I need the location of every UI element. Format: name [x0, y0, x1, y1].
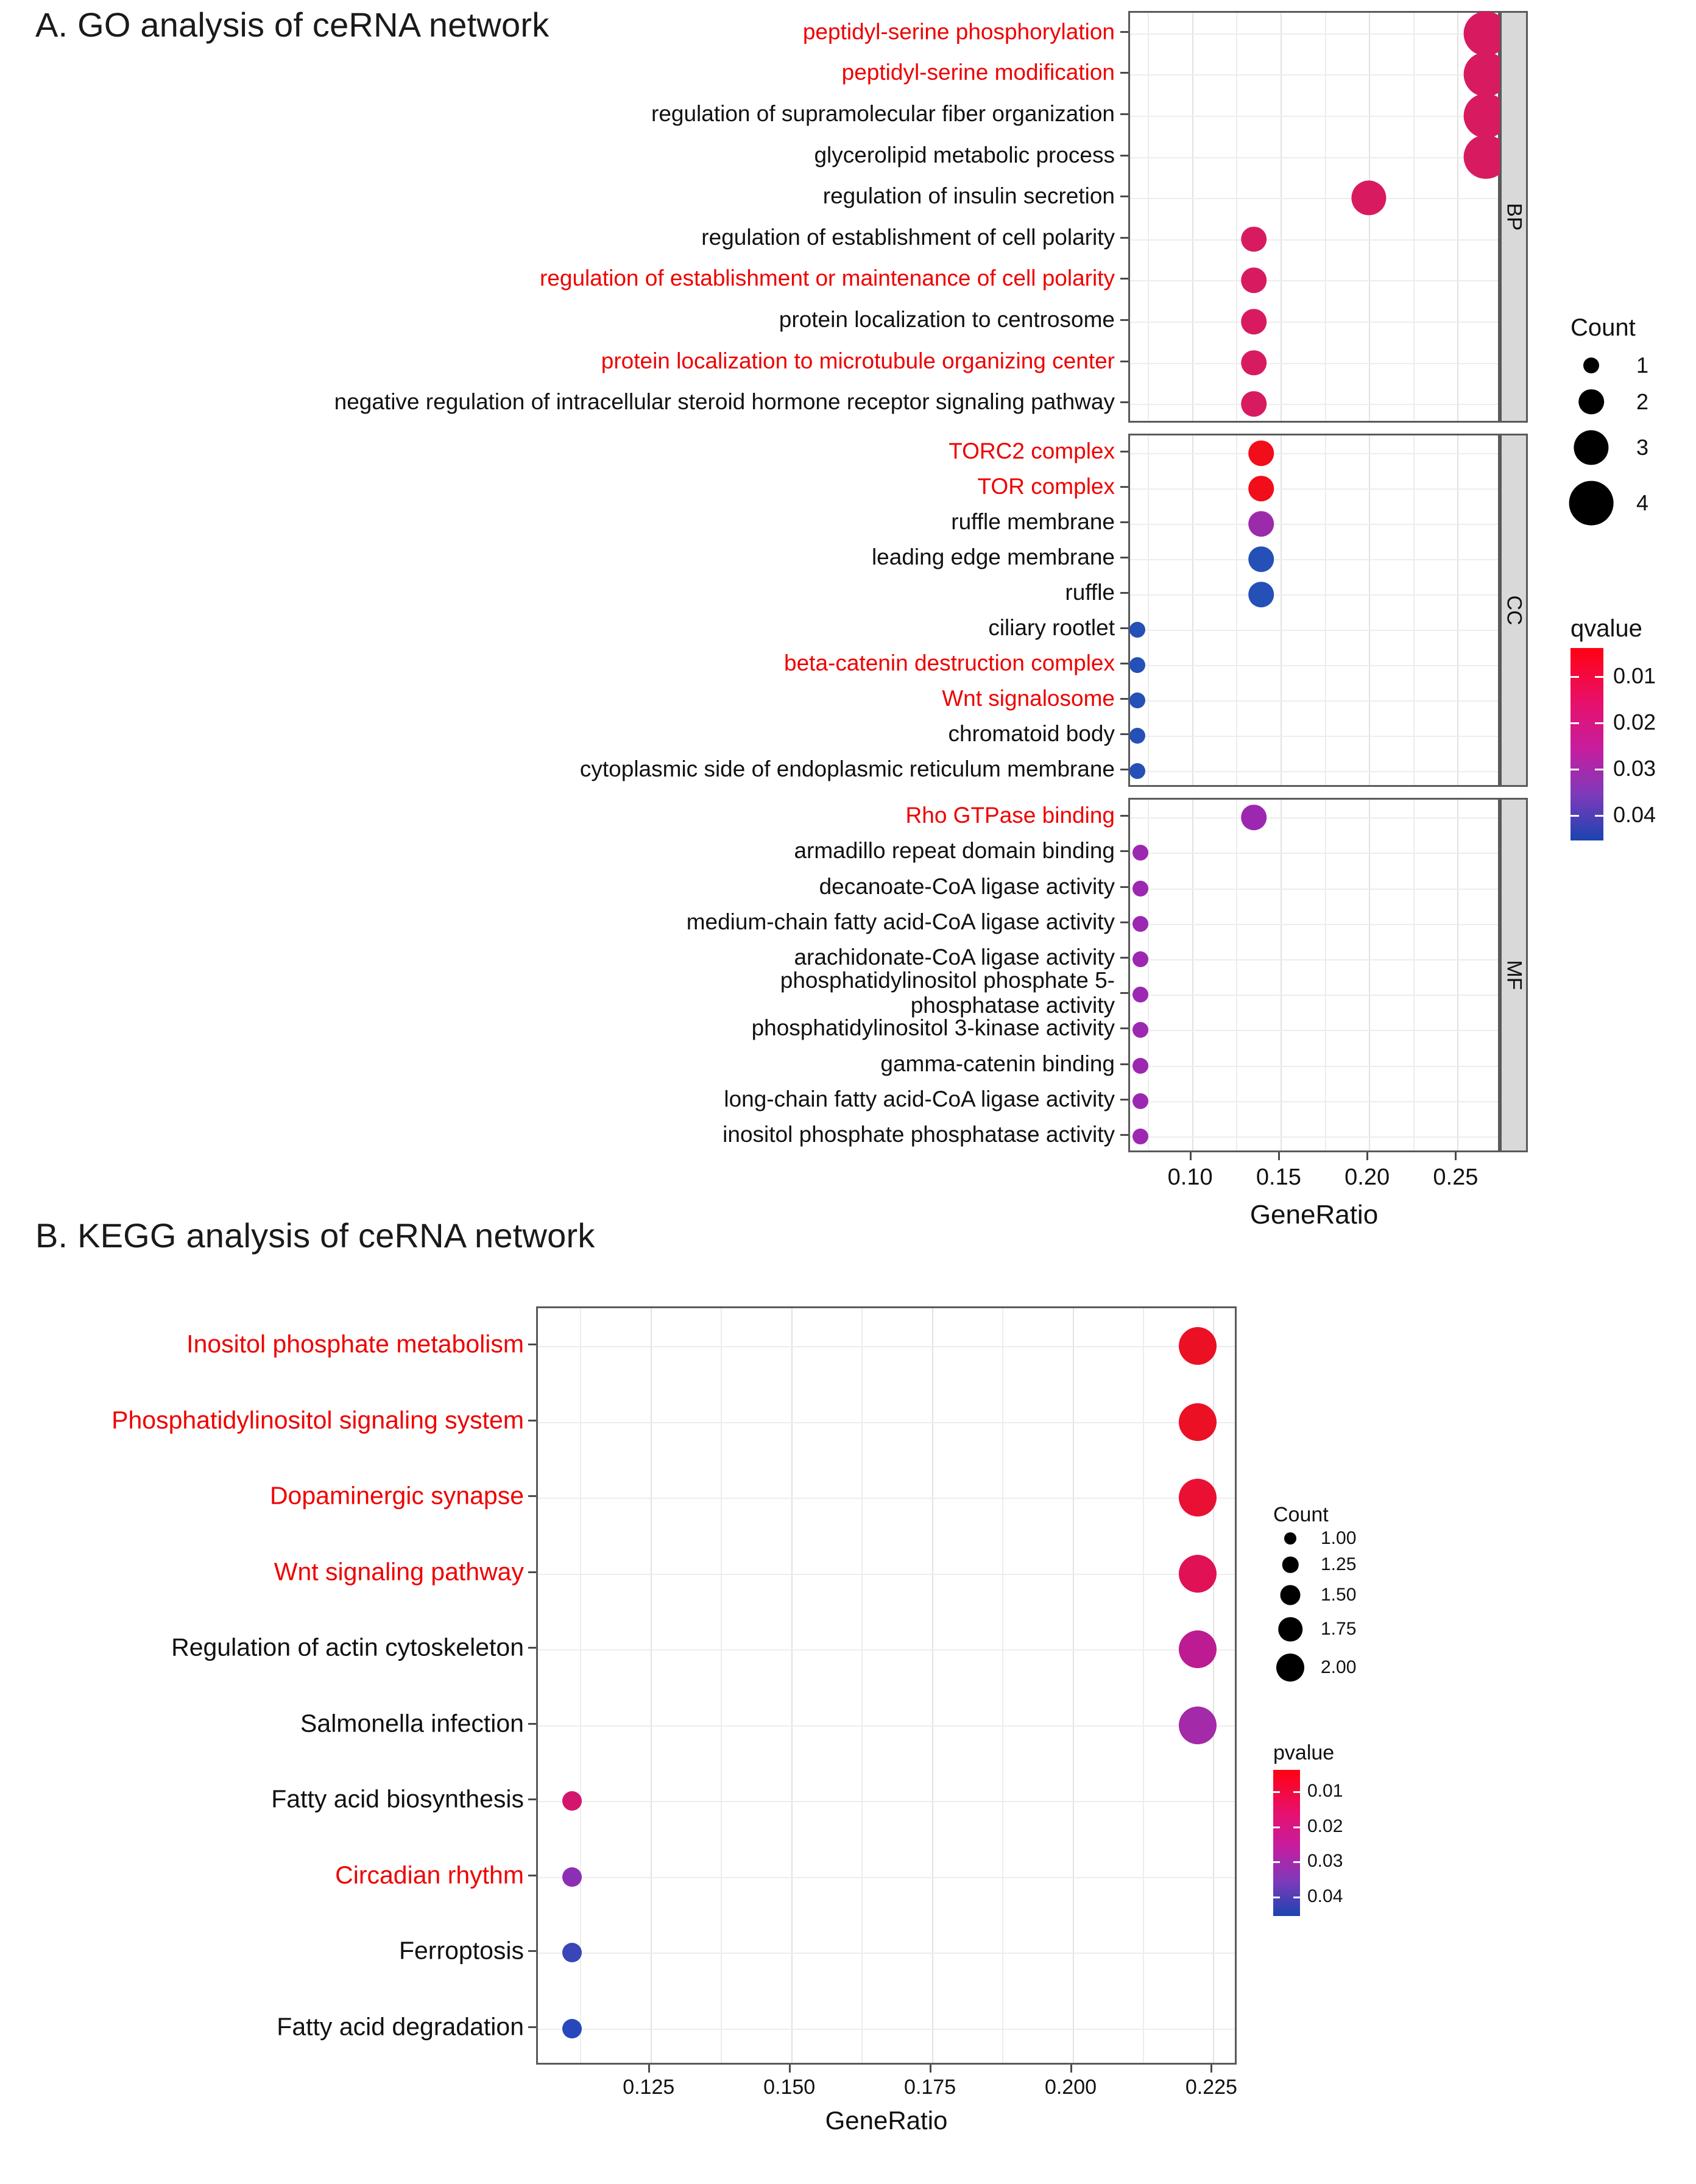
- kegg-term-label: Regulation of actin cytoskeleton: [171, 1633, 524, 1661]
- y-tick: [1120, 733, 1128, 735]
- go-dot: [1248, 440, 1274, 466]
- kegg-pvalue-tick: [1293, 1861, 1300, 1863]
- go-qvalue-tick: [1595, 722, 1603, 724]
- go-dot: [1129, 728, 1145, 744]
- go-term-label: TORC2 complex: [949, 439, 1115, 463]
- gridline-horizontal: [1130, 959, 1498, 960]
- y-tick: [1120, 992, 1128, 994]
- y-tick: [1120, 815, 1128, 817]
- go-dot: [1132, 881, 1148, 896]
- gridline-horizontal: [1130, 594, 1498, 596]
- gridline-horizontal: [1130, 157, 1498, 158]
- kegg-pvalue-tick: [1273, 1791, 1280, 1793]
- go-qvalue-tick: [1595, 815, 1603, 817]
- x-tick-label: 0.20: [1344, 1164, 1390, 1190]
- go-term-label: ciliary rootlet: [988, 615, 1115, 640]
- go-term-label: ruffle: [1065, 580, 1115, 605]
- kegg-count-legend-title: Count: [1273, 1503, 1329, 1526]
- gridline-horizontal: [1130, 239, 1498, 241]
- gridline-horizontal: [1130, 559, 1498, 560]
- kegg-term-label: Salmonella infection: [300, 1709, 524, 1738]
- gridline-horizontal: [538, 1953, 1235, 1954]
- go-dot: [1242, 268, 1267, 294]
- kegg-dot: [562, 1791, 582, 1811]
- go-count-legend-title: Count: [1571, 314, 1636, 341]
- go-term-label: TOR complex: [977, 474, 1115, 499]
- go-term-label: Rho GTPase binding: [905, 803, 1115, 828]
- kegg-dot: [1179, 1403, 1217, 1441]
- go-dot: [1132, 1058, 1148, 1074]
- go-strip-label: MF: [1502, 960, 1526, 990]
- go-dot: [1132, 987, 1148, 1002]
- panel-b-title: B. KEGG analysis of ceRNA network: [35, 1216, 595, 1255]
- kegg-count-legend-label: 1.50: [1321, 1585, 1357, 1605]
- go-term-label: inositol phosphate phosphatase activity: [723, 1121, 1115, 1147]
- gridline-horizontal: [1130, 524, 1498, 525]
- kegg-x-tick: [789, 2065, 791, 2073]
- go-term-label: cytoplasmic side of endoplasmic reticulum membrane: [579, 756, 1115, 781]
- gridline-horizontal: [538, 1498, 1235, 1499]
- y-tick: [1120, 957, 1128, 959]
- go-dot: [1352, 181, 1387, 216]
- go-count-legend-label: 4: [1636, 490, 1649, 516]
- kegg-term-label: Fatty acid biosynthesis: [271, 1784, 524, 1813]
- kegg-y-tick: [528, 1798, 536, 1800]
- kegg-dot: [562, 1867, 582, 1887]
- gridline-horizontal: [1130, 1030, 1498, 1031]
- go-term-label: leading edge membrane: [871, 544, 1115, 569]
- kegg-x-tick-label: 0.200: [1044, 2076, 1097, 2099]
- y-tick: [1120, 592, 1128, 594]
- go-count-legend-dot: [1569, 481, 1614, 526]
- kegg-x-tick-label: 0.225: [1185, 2076, 1237, 2099]
- go-strip-label: BP: [1502, 203, 1526, 231]
- kegg-y-tick: [528, 1571, 536, 1573]
- go-term-label: peptidyl-serine modification: [841, 60, 1115, 85]
- gridline-horizontal: [1130, 116, 1498, 117]
- go-count-legend-label: 3: [1636, 435, 1649, 460]
- kegg-plot-area: [536, 1306, 1237, 2065]
- gridline-horizontal: [538, 1649, 1235, 1650]
- go-dot: [1129, 657, 1145, 673]
- go-dot: [1129, 692, 1145, 708]
- gridline-horizontal: [1130, 889, 1498, 890]
- x-tick-label: 0.15: [1256, 1164, 1301, 1190]
- y-tick: [1120, 1099, 1128, 1101]
- y-tick: [1120, 1027, 1128, 1029]
- kegg-dot: [562, 1943, 582, 1962]
- kegg-x-tick: [1210, 2065, 1212, 2073]
- kegg-x-tick: [1070, 2065, 1072, 2073]
- y-tick: [1120, 31, 1128, 33]
- kegg-pvalue-tick: [1273, 1861, 1280, 1863]
- y-tick: [1120, 451, 1128, 453]
- go-term-label: decanoate-CoA ligase activity: [819, 873, 1115, 899]
- go-term-label: chromatoid body: [948, 721, 1115, 746]
- kegg-term-label: Phosphatidylinositol signaling system: [111, 1406, 524, 1434]
- go-term-label: peptidyl-serine phosphorylation: [802, 19, 1115, 44]
- kegg-x-tick: [648, 2065, 650, 2073]
- go-qvalue-label: 0.03: [1613, 755, 1656, 781]
- go-qvalue-tick: [1595, 769, 1603, 770]
- go-term-label: beta-catenin destruction complex: [784, 650, 1115, 675]
- go-dot: [1132, 916, 1148, 932]
- kegg-dot: [1179, 1327, 1217, 1365]
- go-dot: [1132, 1022, 1148, 1038]
- x-tick-label: 0.10: [1167, 1164, 1213, 1190]
- y-tick: [1120, 401, 1128, 403]
- go-qvalue-label: 0.04: [1613, 802, 1656, 828]
- kegg-pvalue-tick: [1293, 1826, 1300, 1828]
- go-facet-mf: [1128, 798, 1500, 1152]
- gridline-horizontal: [1130, 995, 1498, 996]
- y-tick: [1120, 850, 1128, 852]
- go-count-legend-label: 2: [1636, 389, 1649, 414]
- kegg-pvalue-tick: [1293, 1791, 1300, 1793]
- gridline-horizontal: [1130, 736, 1498, 737]
- x-tick: [1190, 1152, 1192, 1160]
- gridline-horizontal: [538, 1422, 1235, 1423]
- kegg-dot: [1179, 1479, 1217, 1516]
- kegg-analysis-panel: [0, 1212, 1696, 2184]
- kegg-y-tick: [528, 1950, 536, 1952]
- go-qvalue-tick: [1571, 769, 1579, 770]
- gridline-horizontal: [538, 1877, 1235, 1878]
- kegg-count-legend-label: 1.00: [1321, 1528, 1357, 1548]
- go-dot: [1132, 951, 1148, 967]
- gridline-horizontal: [1130, 280, 1498, 281]
- gridline-horizontal: [1130, 853, 1498, 854]
- go-qvalue-tick: [1571, 676, 1579, 678]
- kegg-y-tick: [528, 1723, 536, 1725]
- kegg-pvalue-tick: [1273, 1897, 1280, 1898]
- gridline-horizontal: [1130, 924, 1498, 925]
- go-term-label: regulation of establishment or maintenance of cell polarity: [539, 266, 1115, 291]
- kegg-count-legend-dot: [1282, 1557, 1299, 1573]
- go-strip-bp: [1500, 11, 1528, 423]
- y-tick: [1120, 196, 1128, 197]
- x-tick: [1455, 1152, 1457, 1160]
- kegg-count-legend-label: 1.25: [1321, 1554, 1357, 1575]
- y-tick: [1120, 113, 1128, 115]
- kegg-term-label: Dopaminergic synapse: [269, 1481, 524, 1510]
- kegg-y-tick: [528, 1647, 536, 1649]
- gridline-horizontal: [1130, 771, 1498, 772]
- go-term-label: gamma-catenin binding: [880, 1051, 1115, 1076]
- gridline-horizontal: [1130, 33, 1498, 35]
- go-qvalue-legend-title: qvalue: [1571, 615, 1642, 642]
- gridline-horizontal: [1130, 322, 1498, 323]
- kegg-pvalue-tick: [1293, 1897, 1300, 1898]
- y-tick: [1120, 627, 1128, 629]
- gridline-horizontal: [538, 1801, 1235, 1802]
- kegg-pvalue-label: 0.03: [1307, 1851, 1343, 1872]
- gridline-horizontal: [1130, 630, 1498, 631]
- kegg-count-legend-dot: [1281, 1585, 1301, 1605]
- kegg-x-tick-label: 0.125: [623, 2076, 675, 2099]
- go-term-label: regulation of establishment of cell polarity: [701, 224, 1115, 250]
- go-term-label: glycerolipid metabolic process: [814, 142, 1115, 167]
- kegg-count-legend-label: 2.00: [1321, 1657, 1357, 1677]
- kegg-y-tick: [528, 1495, 536, 1497]
- gridline-horizontal: [1130, 665, 1498, 666]
- y-tick: [1120, 319, 1128, 321]
- go-qvalue-label: 0.01: [1613, 663, 1656, 688]
- go-count-legend-label: 1: [1636, 353, 1649, 378]
- go-dot: [1248, 511, 1274, 537]
- kegg-count-legend-dot: [1278, 1618, 1302, 1642]
- go-dot: [1248, 582, 1274, 607]
- go-strip-mf: [1500, 798, 1528, 1152]
- go-dot: [1242, 350, 1267, 376]
- gridline-horizontal: [1130, 488, 1498, 490]
- y-tick: [1120, 698, 1128, 700]
- go-dot: [1129, 763, 1145, 779]
- y-tick: [1120, 521, 1128, 523]
- go-term-label: ruffle membrane: [951, 509, 1115, 534]
- kegg-term-label: Wnt signaling pathway: [274, 1557, 524, 1586]
- go-dot: [1132, 845, 1148, 861]
- go-count-legend-dot: [1574, 431, 1608, 465]
- gridline-horizontal: [1130, 1066, 1498, 1067]
- kegg-term-label: Fatty acid degradation: [277, 2012, 524, 2041]
- go-term-label: Wnt signalosome: [942, 686, 1115, 711]
- go-facet-cc: [1128, 434, 1500, 787]
- gridline-horizontal: [538, 1346, 1235, 1347]
- kegg-pvalue-tick: [1273, 1826, 1280, 1828]
- kegg-y-tick: [528, 1875, 536, 1876]
- kegg-term-label: Ferroptosis: [398, 1936, 524, 1965]
- go-strip-cc: [1500, 434, 1528, 787]
- go-count-legend-dot: [1583, 358, 1599, 373]
- panel-a-title: A. GO analysis of ceRNA network: [35, 5, 549, 44]
- y-tick: [1120, 1063, 1128, 1065]
- go-qvalue-label: 0.02: [1613, 709, 1656, 734]
- kegg-pvalue-legend-title: pvalue: [1273, 1741, 1335, 1764]
- kegg-term-label: Circadian rhythm: [335, 1861, 524, 1889]
- y-tick: [1120, 237, 1128, 239]
- gridline-horizontal: [1130, 198, 1498, 199]
- go-qvalue-tick: [1571, 722, 1579, 724]
- y-tick: [1120, 769, 1128, 770]
- kegg-y-tick: [528, 2026, 536, 2028]
- kegg-count-legend-dot: [1276, 1654, 1304, 1682]
- gridline-horizontal: [1130, 404, 1498, 405]
- gridline-horizontal: [1130, 74, 1498, 76]
- x-tick: [1366, 1152, 1368, 1160]
- go-term-label: arachidonate-CoA ligase activity: [794, 944, 1115, 970]
- go-term-label: negative regulation of intracellular steroid hormone receptor signaling pathway: [334, 389, 1115, 415]
- go-qvalue-tick: [1571, 815, 1579, 817]
- go-dot: [1242, 805, 1267, 830]
- go-term-label: protein localization to centrosome: [779, 307, 1115, 332]
- go-count-legend-dot: [1578, 389, 1604, 415]
- y-tick: [1120, 557, 1128, 558]
- y-tick: [1120, 486, 1128, 488]
- y-tick: [1120, 1134, 1128, 1136]
- go-dot: [1248, 546, 1274, 572]
- x-tick-label: 0.25: [1433, 1164, 1479, 1190]
- go-term-label: protein localization to microtubule organizing center: [601, 348, 1115, 373]
- go-term-label: long-chain fatty acid-CoA ligase activity: [724, 1086, 1115, 1111]
- kegg-pvalue-label: 0.01: [1307, 1780, 1343, 1801]
- gridline-horizontal: [1130, 453, 1498, 454]
- gridline-horizontal: [538, 2029, 1235, 2030]
- go-dot: [1129, 622, 1145, 638]
- go-dot: [1132, 1093, 1148, 1109]
- y-tick: [1120, 361, 1128, 362]
- gridline-horizontal: [538, 1725, 1235, 1727]
- gridline-horizontal: [1130, 1101, 1498, 1102]
- gridline-horizontal: [1130, 1136, 1498, 1138]
- go-term-label: regulation of supramolecular fiber organization: [651, 101, 1115, 126]
- kegg-count-legend-label: 1.75: [1321, 1619, 1357, 1640]
- kegg-y-tick: [528, 1344, 536, 1345]
- go-x-axis-title: GeneRatio: [1249, 1200, 1379, 1230]
- go-term-label: armadillo repeat domain binding: [794, 838, 1115, 864]
- go-dot: [1132, 1129, 1148, 1144]
- go-facet-bp: [1128, 11, 1500, 423]
- go-term-label: medium-chain fatty acid-CoA ligase activity: [686, 909, 1115, 934]
- kegg-pvalue-label: 0.04: [1307, 1886, 1343, 1907]
- kegg-dot: [562, 2019, 582, 2038]
- go-strip-label: CC: [1502, 595, 1526, 625]
- kegg-pvalue-label: 0.02: [1307, 1816, 1343, 1836]
- go-dot: [1242, 309, 1267, 334]
- go-qvalue-tick: [1595, 676, 1603, 678]
- kegg-dot: [1179, 1555, 1217, 1593]
- kegg-term-label: Inositol phosphate metabolism: [186, 1330, 524, 1358]
- go-term-label: regulation of insulin secretion: [822, 183, 1115, 209]
- x-tick: [1278, 1152, 1280, 1160]
- y-tick: [1120, 72, 1128, 74]
- go-dot: [1242, 391, 1267, 417]
- go-dot: [1242, 227, 1267, 252]
- gridline-horizontal: [1130, 363, 1498, 364]
- kegg-x-tick-label: 0.150: [763, 2076, 816, 2099]
- go-term-label: phosphatidylinositol phosphate 5-phosphatase activity: [780, 968, 1115, 1018]
- gridline-horizontal: [1130, 817, 1498, 819]
- y-tick: [1120, 663, 1128, 664]
- kegg-dot: [1179, 1707, 1217, 1744]
- kegg-x-tick-label: 0.175: [904, 2076, 956, 2099]
- y-tick: [1120, 886, 1128, 888]
- kegg-y-tick: [528, 1420, 536, 1421]
- gridline-horizontal: [538, 1574, 1235, 1575]
- kegg-x-axis-title: GeneRatio: [825, 2106, 948, 2135]
- kegg-count-legend-dot: [1284, 1532, 1296, 1545]
- go-dot: [1248, 476, 1274, 501]
- y-tick: [1120, 155, 1128, 157]
- y-tick: [1120, 921, 1128, 923]
- kegg-x-tick: [930, 2065, 931, 2073]
- kegg-dot: [1179, 1630, 1217, 1668]
- gridline-horizontal: [1130, 700, 1498, 702]
- y-tick: [1120, 278, 1128, 280]
- go-term-label: phosphatidylinositol 3-kinase activity: [751, 1015, 1115, 1041]
